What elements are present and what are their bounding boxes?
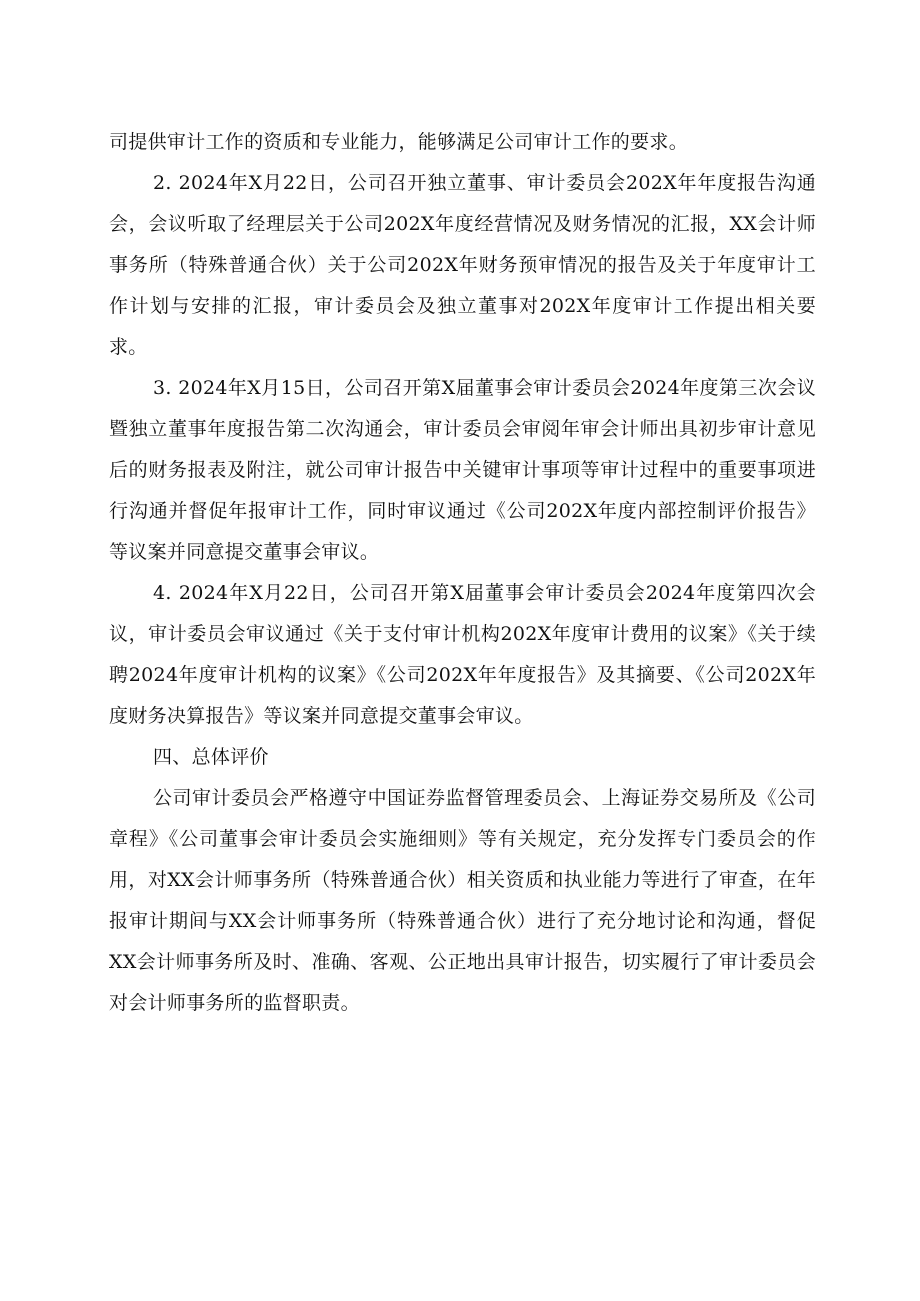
paragraph-overall-evaluation: 公司审计委员会严格遵守中国证券监督管理委员会、上海证券交易所及《公司章程》《公司董事会审计委员会实施细则》等有关规定，充分发挥专门委员会的作用，对XX会计师事务所（特殊普通合伙）相关资质和执业能力等进行了审查，在年报审计期间与XX会计师事务所（特殊普通合伙）进行了充分地讨论和沟通，督促XX会计师事务所及时、准确、客观、公正地出具审计报告，切实履行了审计委员会对会计师事务所的监督职责。 [109,787,816,1014]
section-heading-overall-evaluation: 四、总体评价 [153,746,269,768]
paragraph-item-4: 4. 2024年X月22日，公司召开第X届董事会审计委员会2024年度第四次会议，审计委员会审议通过《关于支付审计机构202X年度审计费用的议案》《关于续聘2024年度审计机构的议案》《公司202X年年度报告》及其摘要、《公司202X年度财务决算报告》等议案并同意提交董事会审议。 [109,582,816,727]
paragraph-continuation: 司提供审计工作的资质和专业能力，能够满足公司审计工作的要求。 [109,131,689,153]
paragraph-item-3: 3. 2024年X月15日，公司召开第X届董事会审计委员会2024年度第三次会议暨独立董事年度报告第二次沟通会，审计委员会审阅年审会计师出具初步审计意见后的财务报表及附注，就公司审计报告中关键审计事项等审计过程中的重要事项进行沟通并督促年报审计工作，同时审议通过《公司202X年度内部控制评价报告》等议案并同意提交董事会审议。 [109,377,816,563]
document-body [109,122,816,1024]
paragraph-item-2: 2. 2024年X月22日，公司召开独立董事、审计委员会202X年年度报告沟通会，会议听取了经理层关于公司202X年度经营情况及财务情况的汇报，XX会计师事务所（特殊普通合伙）关于公司202X年财务预审情况的报告及关于年度审计工作计划与安排的汇报，审计委员会及独立董事对202X年度审计工作提出相关要求。 [109,172,816,358]
